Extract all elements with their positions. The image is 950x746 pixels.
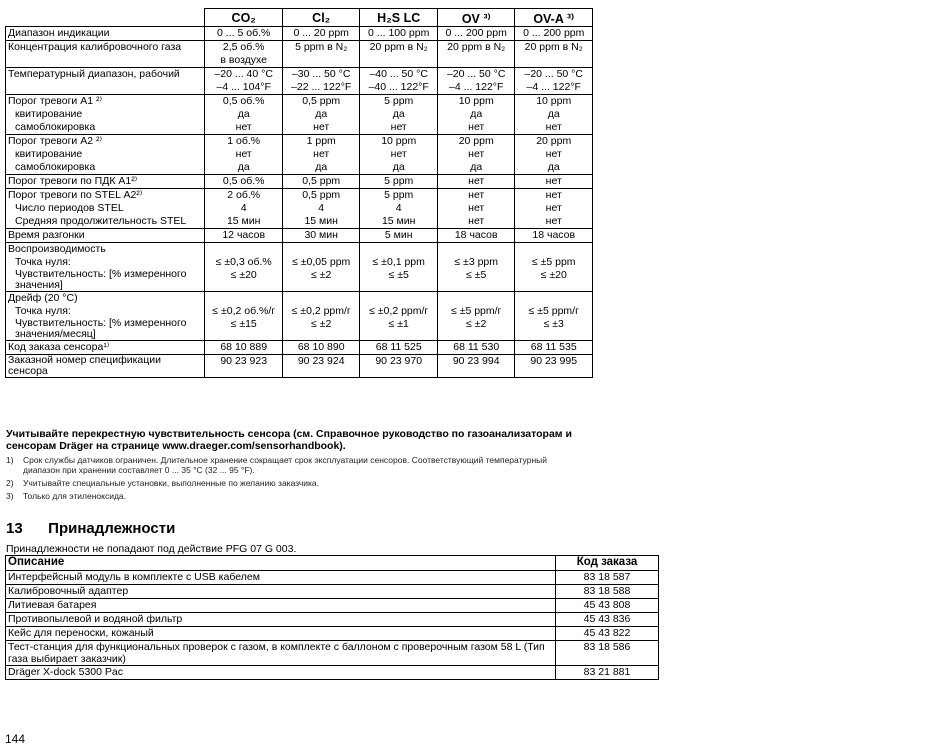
spec-value: нет — [313, 148, 330, 160]
footnote-number: 2) — [6, 478, 14, 488]
spec-row — [6, 175, 593, 189]
spec-value: нет — [545, 121, 562, 133]
spec-value: 5 ppm — [384, 95, 414, 107]
spec-value: 20 ppm в N₂ — [447, 41, 506, 53]
spec-cell — [515, 189, 593, 229]
spec-value: 1 об.% — [227, 135, 261, 147]
spec-label-line: Воспроизводимость — [8, 243, 106, 255]
accessories-header-code: Код заказа — [556, 556, 659, 571]
accessory-description: Кейс для переноски, кожаный — [6, 627, 556, 641]
spec-value: 18 часов — [454, 229, 498, 241]
spec-value: 4 — [395, 202, 402, 214]
accessory-row — [6, 599, 659, 613]
spec-label-line: Порог тревоги А2 ²⁾ — [8, 135, 103, 147]
spec-value: нет — [545, 202, 562, 214]
spec-row — [6, 95, 593, 135]
spec-value — [207, 292, 280, 305]
spec-value: ≤ ±5 — [388, 269, 409, 281]
accessory-description: Противопылевой и водяной фильтр — [6, 613, 556, 627]
spec-value: 0,5 ppm — [302, 175, 341, 187]
spec-value: да — [237, 161, 250, 173]
footnote-text: Только для этиленоксида. — [23, 491, 127, 501]
spec-value: –4 ... 122°F — [449, 81, 504, 93]
accessory-order-code: 83 18 586 — [556, 641, 659, 666]
section-number: 13 — [6, 520, 23, 537]
spec-row-label — [6, 189, 205, 229]
spec-value: 0 ... 100 ppm — [368, 27, 430, 39]
accessories-header-row — [6, 556, 659, 571]
spec-label-line: Порог тревоги по ПДК А1²⁾ — [8, 175, 138, 187]
spec-cell — [360, 229, 438, 243]
spec-row — [6, 68, 593, 95]
spec-value: ≤ ±20 — [230, 269, 257, 281]
spec-row-label — [6, 41, 205, 68]
spec-cell — [282, 292, 360, 341]
spec-value: –20 ... 50 °C — [524, 68, 583, 80]
cross-sensitivity-note: Учитывайте перекрестную чувствительность сенсора (см. Справочное руководство по газоанализаторам и сенсорам Dräger на странице www.draeger.com/sensorhandbook). — [6, 428, 572, 452]
spec-value: 10 ppm — [536, 95, 572, 107]
section-title: Принадлежности — [48, 520, 176, 537]
spec-cell — [360, 175, 438, 189]
spec-value: 0,5 об.% — [222, 95, 265, 107]
spec-value — [285, 292, 358, 305]
spec-row-label — [6, 355, 205, 378]
spec-value: ≤ ±2 — [311, 318, 332, 330]
spec-cell — [437, 341, 515, 355]
accessory-order-code: 45 43 808 — [556, 599, 659, 613]
spec-value: 68 10 889 — [220, 341, 268, 353]
spec-row-label — [6, 95, 205, 135]
spec-cell — [515, 27, 593, 41]
spec-cell — [437, 292, 515, 341]
spec-row-label — [6, 135, 205, 175]
spec-value: –30 ... 50 °C — [291, 68, 351, 80]
spec-cell — [437, 95, 515, 135]
spec-label-line: самоблокировка — [15, 161, 96, 173]
spec-row — [6, 189, 593, 229]
spec-header-row — [6, 9, 593, 27]
spec-header-co2: CO₂ — [205, 9, 283, 27]
spec-cell — [282, 355, 360, 378]
spec-label-line: Код заказа сенсора¹⁾ — [8, 341, 110, 353]
spec-row — [6, 292, 593, 341]
spec-row — [6, 41, 593, 68]
spec-cell — [515, 135, 593, 175]
spec-row-label — [6, 68, 205, 95]
accessory-row — [6, 641, 659, 666]
spec-value — [517, 292, 590, 305]
spec-label-line: Заказной номер спецификации сенсора — [8, 354, 161, 377]
spec-value: да — [392, 108, 405, 120]
spec-cell — [515, 175, 593, 189]
spec-label-line: Концентрация калибровочного газа — [8, 41, 182, 53]
spec-label-line: Время разгонки — [8, 229, 85, 241]
accessory-order-code: 83 21 881 — [556, 666, 659, 680]
spec-row — [6, 135, 593, 175]
accessory-row — [6, 571, 659, 585]
accessory-order-code: 45 43 822 — [556, 627, 659, 641]
spec-value — [517, 243, 590, 256]
spec-value: –4 ... 122°F — [526, 81, 581, 93]
spec-value: нет — [468, 175, 485, 187]
spec-value: 1 ppm — [306, 135, 336, 147]
spec-value: ≤ ±0,05 ppm — [292, 256, 351, 268]
spec-value: –22 ... 122°F — [291, 81, 352, 93]
accessory-order-code: 83 18 587 — [556, 571, 659, 585]
spec-value: ≤ ±5 ppm — [531, 256, 576, 268]
spec-value: 90 23 923 — [220, 355, 268, 367]
spec-cell — [360, 68, 438, 95]
spec-cell — [282, 135, 360, 175]
spec-value: 90 23 994 — [452, 355, 500, 367]
spec-cell — [205, 341, 283, 355]
spec-value: ≤ ±0,2 ppm/г — [291, 305, 351, 317]
spec-value: ≤ ±5 ppm/г — [451, 305, 502, 317]
spec-value: нет — [545, 215, 562, 227]
footnote-1 — [6, 455, 586, 475]
spec-value: ≤ ±0,2 об.%/г — [212, 305, 276, 317]
spec-value: нет — [468, 202, 485, 214]
spec-value: 12 часов — [222, 229, 266, 241]
spec-value: ≤ ±3 — [543, 318, 564, 330]
spec-value: нет — [235, 121, 252, 133]
spec-header-ov: OV ³⁾ — [437, 9, 515, 27]
spec-cell — [360, 189, 438, 229]
spec-cell — [437, 229, 515, 243]
spec-label-line: Число периодов STEL — [15, 202, 124, 214]
spec-value: ≤ ±5 — [466, 269, 487, 281]
spec-value: нет — [313, 121, 330, 133]
spec-value — [440, 292, 513, 305]
spec-value: 15 мин — [304, 215, 338, 227]
spec-cell — [437, 135, 515, 175]
spec-value: 5 ppm — [384, 189, 414, 201]
spec-value — [440, 243, 513, 256]
spec-label-line: Точка нуля: — [15, 305, 71, 317]
spec-value: да — [547, 161, 560, 173]
spec-value: ≤ ±0,2 ppm/г — [369, 305, 429, 317]
spec-value: 18 часов — [532, 229, 576, 241]
spec-header-cl2: Cl₂ — [282, 9, 360, 27]
accessory-description: Литиевая батарея — [6, 599, 556, 613]
spec-value: да — [237, 108, 250, 120]
spec-cell — [360, 95, 438, 135]
spec-cell — [205, 41, 283, 68]
spec-value: 0 ... 200 ppm — [523, 27, 585, 39]
spec-value: 68 10 890 — [297, 341, 345, 353]
spec-cell — [205, 243, 283, 292]
spec-value: 10 ppm — [381, 135, 417, 147]
accessories-header-description: Описание — [6, 556, 556, 571]
spec-value: 2 об.% — [227, 189, 261, 201]
spec-cell — [515, 292, 593, 341]
spec-value: 15 мин — [226, 215, 261, 227]
accessory-description: Интерфейсный модуль в комплекте с USB кабелем — [6, 571, 556, 585]
spec-value: да — [547, 108, 560, 120]
spec-value: ≤ ±15 — [230, 318, 257, 330]
footnotes — [6, 455, 586, 504]
spec-value — [207, 243, 280, 256]
spec-value: в воздухе — [220, 54, 267, 66]
footnote-text: Срок службы датчиков ограничен. Длительное хранение сокращает срок эксплуатации сенсоров. Соответствующий температурный диапазон при хранении составляет 0 ... 35 °C (32 ... 95 °F). — [23, 455, 547, 475]
spec-value: 68 11 525 — [375, 341, 422, 353]
spec-value: нет — [545, 148, 562, 160]
spec-value: –20 ... 50 °C — [446, 68, 506, 80]
footnote-3 — [6, 491, 586, 501]
spec-value: 5 ppm в N₂ — [295, 41, 348, 53]
spec-label-line: Диапазон индикации — [8, 27, 110, 39]
spec-row-label — [6, 229, 205, 243]
footnote-number: 1) — [6, 455, 14, 465]
page-number: 144 — [5, 732, 26, 746]
spec-value: 0,5 об.% — [222, 175, 265, 187]
spec-cell — [515, 41, 593, 68]
accessories-table — [5, 555, 659, 680]
spec-label-line: Чувствительность: [% измеренного значения/месяц] — [15, 317, 187, 340]
spec-cell — [205, 175, 283, 189]
spec-label-line: квитирование — [15, 108, 83, 120]
spec-value: нет — [235, 148, 252, 160]
spec-cell — [360, 341, 438, 355]
accessory-order-code: 45 43 836 — [556, 613, 659, 627]
spec-cell — [360, 135, 438, 175]
spec-value: нет — [468, 121, 485, 133]
spec-value: нет — [390, 121, 407, 133]
spec-header-ov-a: OV-A ³⁾ — [515, 9, 593, 27]
spec-cell — [437, 189, 515, 229]
spec-cell — [205, 229, 283, 243]
spec-value: ≤ ±3 ppm — [454, 256, 499, 268]
spec-cell — [205, 189, 283, 229]
spec-cell — [282, 27, 360, 41]
spec-value: 30 мин — [304, 229, 338, 241]
spec-value: 20 ppm в N₂ — [369, 41, 428, 53]
accessory-row — [6, 613, 659, 627]
spec-cell — [515, 341, 593, 355]
spec-value: 68 11 530 — [453, 341, 500, 353]
spec-value: нет — [545, 189, 562, 201]
spec-value: 5 мин — [384, 229, 413, 241]
spec-value: 10 ppm — [458, 95, 494, 107]
spec-value: 90 23 924 — [297, 355, 345, 367]
spec-cell — [437, 175, 515, 189]
accessory-row — [6, 666, 659, 680]
spec-label-line: Порог тревоги А1 ²⁾ — [8, 95, 103, 107]
accessory-description: Dräger X-dock 5300 Pac — [6, 666, 556, 680]
spec-label-line: Порог тревоги по STEL А2²⁾ — [8, 189, 143, 201]
spec-value — [362, 243, 435, 256]
spec-row — [6, 27, 593, 41]
spec-cell — [515, 229, 593, 243]
spec-value: нет — [468, 148, 485, 160]
spec-value: –40 ... 122°F — [368, 81, 429, 93]
spec-cell — [360, 41, 438, 68]
spec-cell — [515, 355, 593, 378]
spec-cell — [282, 41, 360, 68]
spec-row-label — [6, 175, 205, 189]
spec-value: да — [392, 161, 405, 173]
spec-row-label — [6, 27, 205, 41]
accessory-description: Тест-станция для функциональных проверок с газом, в комплекте с баллоном с проверочным газом 58 L (Тип газа выбирает заказчик) — [6, 641, 556, 666]
accessory-description: Калибровочный адаптер — [6, 585, 556, 599]
spec-header-blank — [6, 9, 205, 27]
footnote-number: 3) — [6, 491, 14, 501]
spec-cell — [282, 68, 360, 95]
spec-label-line: Средняя продолжительность STEL — [15, 215, 187, 227]
spec-cell — [282, 189, 360, 229]
accessory-row — [6, 627, 659, 641]
spec-row-label — [6, 292, 205, 341]
spec-cell — [515, 95, 593, 135]
spec-value: –20 ... 40 °C — [214, 68, 273, 80]
spec-cell — [205, 95, 283, 135]
spec-value: да — [315, 108, 328, 120]
spec-cell — [282, 341, 360, 355]
spec-label-line: самоблокировка — [15, 121, 96, 133]
accessories-table-body — [6, 571, 659, 680]
spec-value: –40 ... 50 °C — [369, 68, 428, 80]
spec-cell — [437, 243, 515, 292]
spec-header-h2s-lc: H₂S LC — [360, 9, 438, 27]
accessory-order-code: 83 18 588 — [556, 585, 659, 599]
spec-value: ≤ ±1 — [388, 318, 409, 330]
spec-cell — [437, 41, 515, 68]
spec-cell — [282, 229, 360, 243]
spec-cell — [282, 175, 360, 189]
spec-cell — [437, 27, 515, 41]
spec-value: ≤ ±2 — [466, 318, 487, 330]
spec-table-body — [6, 27, 593, 378]
spec-row — [6, 355, 593, 378]
spec-cell — [205, 355, 283, 378]
spec-value: 0,5 ppm — [302, 95, 341, 107]
spec-cell — [205, 292, 283, 341]
spec-cell — [205, 135, 283, 175]
section-heading — [6, 520, 175, 537]
spec-value: да — [470, 108, 483, 120]
spec-cell — [360, 292, 438, 341]
spec-value — [362, 292, 435, 305]
spec-value: 5 ppm — [384, 175, 414, 187]
spec-cell — [515, 68, 593, 95]
spec-value: ≤ ±5 ppm/г — [528, 305, 579, 317]
spec-cell — [282, 95, 360, 135]
spec-cell — [360, 243, 438, 292]
spec-row — [6, 229, 593, 243]
spec-value: ≤ ±0,3 об.% — [215, 256, 272, 268]
sensor-spec-table — [5, 8, 593, 378]
spec-value: –4 ... 104°F — [216, 81, 271, 93]
spec-cell — [205, 27, 283, 41]
spec-cell — [205, 68, 283, 95]
spec-value: нет — [468, 215, 485, 227]
spec-value: да — [470, 161, 483, 173]
spec-cell — [282, 243, 360, 292]
spec-value: нет — [468, 189, 485, 201]
spec-value: 68 11 535 — [530, 341, 577, 353]
spec-row-label — [6, 341, 205, 355]
spec-value: 20 ppm в N₂ — [524, 41, 583, 53]
spec-value: 0 ... 200 ppm — [445, 27, 507, 39]
spec-row — [6, 243, 593, 292]
spec-value: 2,5 об.% — [222, 41, 265, 53]
spec-row-label — [6, 243, 205, 292]
spec-value — [285, 243, 358, 256]
spec-value: ≤ ±2 — [311, 269, 332, 281]
spec-cell — [360, 355, 438, 378]
spec-value: ≤ ±0,1 ppm — [372, 256, 425, 268]
spec-value: 20 ppm — [536, 135, 572, 147]
spec-cell — [360, 27, 438, 41]
accessory-row — [6, 585, 659, 599]
spec-cell — [515, 243, 593, 292]
spec-value: нет — [545, 175, 562, 187]
spec-row — [6, 341, 593, 355]
accessories-intro: Принадлежности не попадают под действие PFG 07 G 003. — [6, 543, 297, 555]
spec-value: 4 — [318, 202, 325, 214]
spec-value: ≤ ±20 — [540, 269, 567, 281]
spec-label-line: Чувствительность: [% измеренного значения] — [15, 268, 187, 291]
spec-cell — [437, 355, 515, 378]
spec-label-line: Дрейф (20 °C) — [8, 292, 78, 304]
spec-cell — [437, 68, 515, 95]
spec-label-line: квитирование — [15, 148, 83, 160]
spec-value: 20 ppm — [458, 135, 494, 147]
spec-value: 0,5 ppm — [302, 189, 341, 201]
footnote-2 — [6, 478, 586, 488]
spec-value: 15 мин — [381, 215, 416, 227]
spec-value: 0 ... 5 об.% — [217, 27, 271, 39]
spec-value: да — [315, 161, 328, 173]
spec-value: 90 23 995 — [530, 355, 578, 367]
spec-value: нет — [390, 148, 407, 160]
spec-value: 4 — [240, 202, 247, 214]
spec-value: 0 ... 20 ppm — [293, 27, 349, 39]
footnote-text: Учитывайте специальные установки, выполненные по желанию заказчика. — [23, 478, 319, 488]
spec-label-line: Температурный диапазон, рабочий — [8, 68, 180, 80]
spec-value: 90 23 970 — [375, 355, 423, 367]
spec-label-line: Точка нуля: — [15, 256, 71, 268]
